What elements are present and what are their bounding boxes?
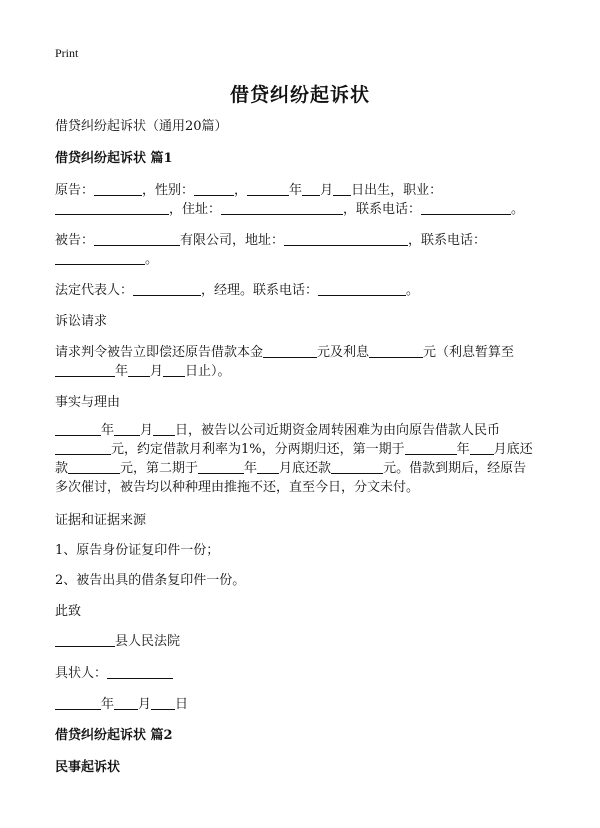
year-label: 年 [289, 183, 303, 198]
evidence-item-2: 2、被告出具的借条复印件一份。 [55, 573, 246, 588]
second-amount-blank [331, 460, 383, 474]
claims-year-blank [55, 363, 115, 377]
date-year-blank [55, 696, 101, 710]
court-line [55, 633, 180, 651]
date-month-blank [114, 696, 138, 710]
facts-line-4: 多次催讨，被告均以种种理由推拖不还，直至今日，分文未付。 [55, 480, 420, 495]
facts-line-1 [55, 422, 500, 440]
first-amount-blank [68, 460, 120, 474]
legal-rep-blank [133, 282, 201, 296]
signer-line [55, 665, 173, 683]
day-label: 日 [175, 697, 189, 712]
claims-line-1 [55, 344, 514, 362]
claims-day-blank [163, 363, 185, 377]
facts-text: 月底还 [493, 442, 533, 457]
legal-rep-phone-blank [318, 282, 406, 296]
claims-month-blank [128, 363, 150, 377]
court-blank [55, 633, 115, 647]
year-label: 年 [456, 442, 470, 457]
birth-year-blank [247, 182, 289, 196]
comma: ， [234, 183, 248, 198]
defendant-label: 被告： [55, 233, 95, 248]
period: 。 [511, 202, 525, 217]
print-label[interactable]: Print [55, 46, 79, 60]
facts-text: 元，约定借款月利率为1%，分两期归还，第一期于 [111, 442, 405, 457]
plaintiff-line-1 [55, 182, 442, 200]
facts-text: 元。借款到期后，经原告 [383, 461, 527, 476]
section2-title: 民事起诉状 [55, 760, 121, 775]
period: 。 [145, 252, 159, 267]
gender-label: ，性别： [142, 183, 195, 198]
year-label: 年 [115, 364, 129, 379]
first-month-blank [470, 441, 494, 455]
month-label: 月 [150, 364, 164, 379]
document-title: 借贷纠纷起诉状 [229, 84, 370, 106]
loan-amount-blank [55, 441, 111, 455]
section2-heading: 借贷纠纷起诉状 篇2 [55, 728, 173, 743]
second-year-blank [198, 460, 244, 474]
born-label: 日出生，职业： [351, 183, 443, 198]
facts-heading: 事实与理由 [55, 395, 121, 410]
occupation-blank [55, 201, 169, 215]
month-label: 月 [140, 423, 154, 438]
month-label: 月 [320, 183, 334, 198]
court-label: 县人民法院 [115, 634, 181, 649]
principal-blank [263, 344, 317, 358]
year-label: 年 [101, 423, 115, 438]
address-blank [221, 201, 343, 215]
interest-blank [369, 344, 423, 358]
first-year-blank [405, 441, 457, 455]
document-subtitle: 借贷纠纷起诉状（通用20篇） [55, 119, 228, 134]
closing: 此致 [55, 604, 82, 619]
defendant-phone-blank [55, 251, 145, 265]
defendant-line-2 [55, 251, 158, 269]
facts-month-blank [114, 422, 140, 436]
period: 。 [406, 283, 420, 298]
company-label: 有限公司，地址： [180, 233, 285, 248]
birth-day-blank [333, 182, 351, 196]
facts-line-2 [55, 441, 533, 459]
address-label: ，住址： [169, 202, 222, 217]
signer-blank [107, 665, 173, 679]
year-label: 年 [101, 697, 115, 712]
facts-text: 款 [55, 461, 69, 476]
gender-blank [194, 182, 234, 196]
defendant-phone-label: ，联系电话： [408, 233, 487, 248]
facts-day-blank [153, 422, 175, 436]
plaintiff-label: 原告： [55, 183, 95, 198]
legal-rep-label: 法定代表人： [55, 283, 134, 298]
birth-month-blank [302, 182, 320, 196]
phone-blank [421, 201, 511, 215]
signer-label: 具状人： [55, 666, 108, 681]
facts-text: 日，被告以公司近期资金周转困难为由向原告借款人民币 [175, 423, 501, 438]
claims-text: 元及利息 [317, 345, 370, 360]
facts-text: 元，第二期于 [120, 461, 199, 476]
claims-line-2 [55, 363, 231, 381]
plaintiff-line-2 [55, 201, 524, 219]
defendant-address-blank [284, 232, 408, 246]
defendant-line-1 [55, 232, 486, 250]
claims-heading: 诉讼请求 [55, 314, 108, 329]
facts-year-blank [55, 422, 101, 436]
claims-text: 请求判令被告立即偿还原告借款本金 [55, 345, 264, 360]
company-blank [94, 232, 180, 246]
facts-text: 月底还款 [279, 461, 332, 476]
evidence-item-1: 1、原告身份证复印件一份； [55, 543, 220, 558]
evidence-heading: 证据和证据来源 [55, 513, 147, 528]
date-day-blank [151, 696, 175, 710]
phone-label: ，联系电话： [343, 202, 422, 217]
year-label: 年 [244, 461, 258, 476]
plaintiff-name-blank [94, 182, 142, 196]
claims-end: 日止）。 [185, 364, 231, 379]
manager-label: ，经理。联系电话： [201, 283, 319, 298]
section1-heading: 借贷纠纷起诉状 篇1 [55, 151, 173, 166]
month-label: 月 [138, 697, 152, 712]
second-month-blank [257, 460, 279, 474]
facts-line-3 [55, 460, 526, 478]
claims-text: 元（利息暂算至 [423, 345, 515, 360]
legal-rep-line [55, 282, 419, 300]
date-line [55, 696, 188, 714]
